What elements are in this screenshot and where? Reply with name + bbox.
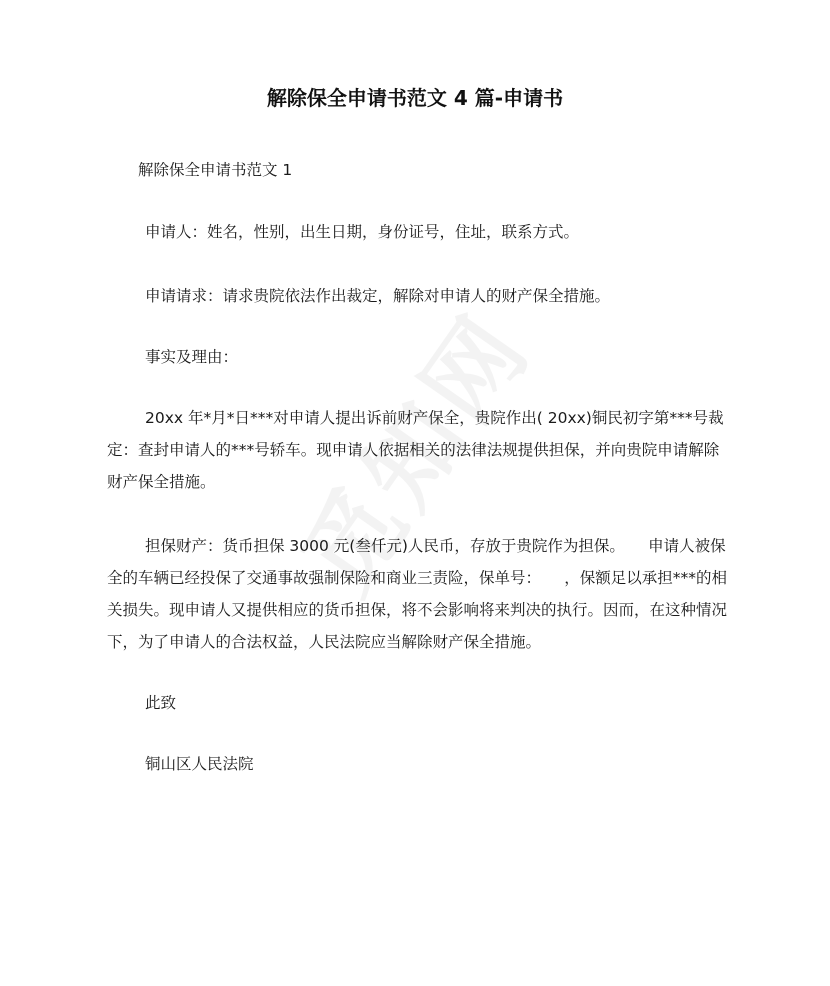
applicant-line: 申请人：姓名，性别，出生日期，身份证号，住址，联系方式。 xyxy=(145,223,580,241)
facts-paragraph-text: 20xx 年*月*日***对申请人提出诉前财产保全，贵院作出( 20xx)铜民初字第***号裁定：查封申请人的***号轿车。现申请人依据相关的法律法规提供担保，并向贵院申请解除财产保全措施。 xyxy=(107,409,724,491)
closing-salutation: 此致 xyxy=(145,694,177,712)
facts-heading: 事实及理由： xyxy=(145,348,239,366)
facts-paragraph xyxy=(107,402,732,498)
section-heading: 解除保全申请书范文 1 xyxy=(138,161,293,179)
court-name: 铜山区人民法院 xyxy=(145,755,254,773)
document-title: 解除保全申请书范文 4 篇-申请书 xyxy=(266,86,564,110)
guarantee-paragraph-text: 担保财产：货币担保 3000 元(叁仟元)人民币，存放于贵院作为担保。 申请人被保全的车辆已经投保了交通事故强制保险和商业三责险，保单号： ，保额足以承担***的相关损失。现申请人又提供相应的货币担保，将不会影响将来判决的执行。因而，在这种情况下，为了申请人的合法权益，人民法院应当解除财产保全措施。 xyxy=(107,537,728,651)
request-line: 申请请求：请求贵院依法作出裁定，解除对申请人的财产保全措施。 xyxy=(145,287,611,305)
guarantee-paragraph xyxy=(107,530,732,658)
